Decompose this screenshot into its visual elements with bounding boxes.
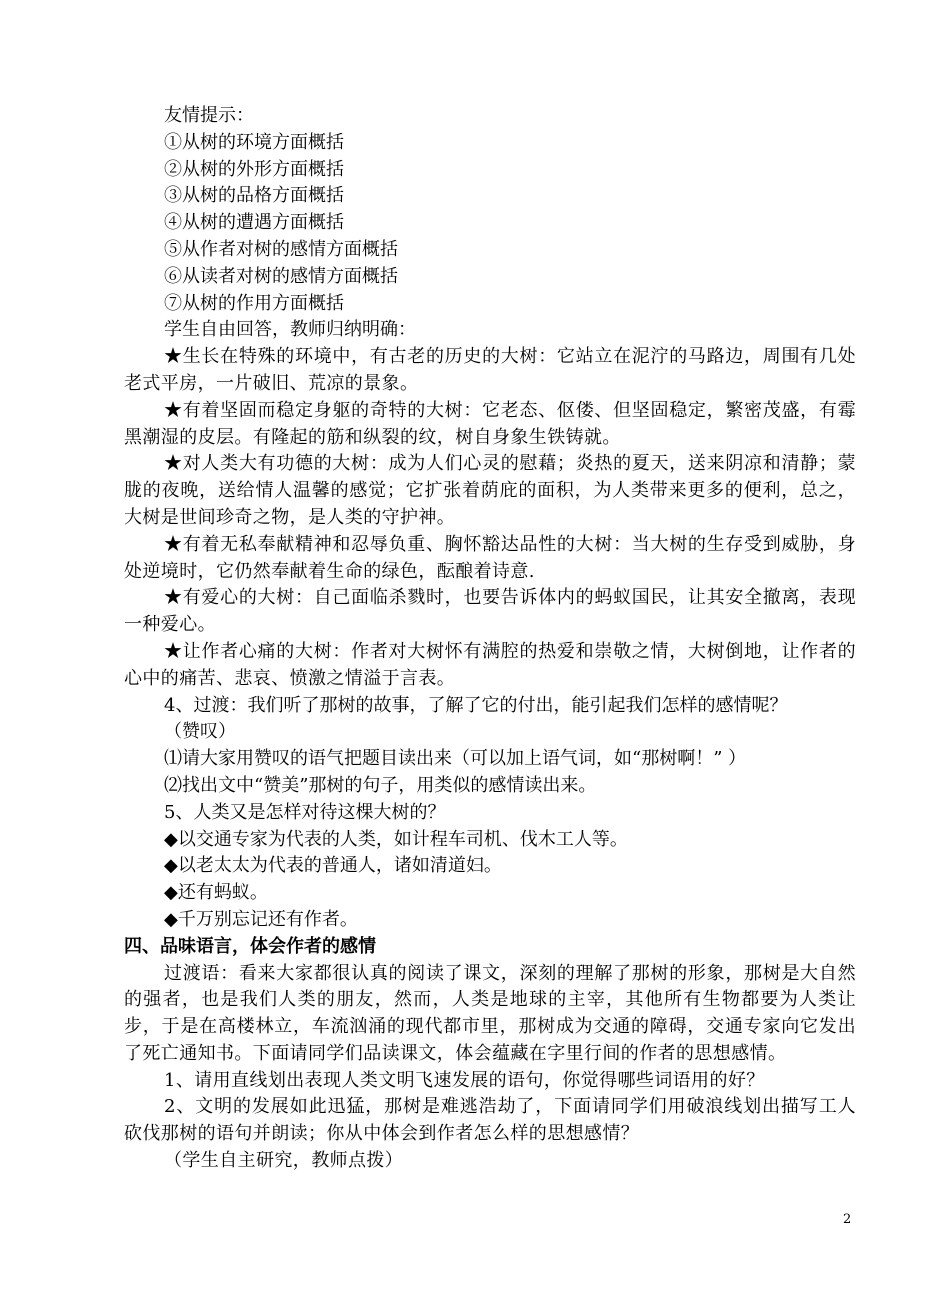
sub-task: ⑴请大家用赞叹的语气把题目读出来（可以加上语气词，如“那树啊！” ） <box>164 748 747 770</box>
task-2: 2、文明的发展如此迅猛，那树是难逃浩劫了，下面请同学们用破浪线划出描写工人砍伐那树的语句并朗读；你从中体会到作者怎么样的思想感情？ <box>124 1096 856 1145</box>
tip-item: ②从树的外形方面概括 <box>164 158 344 180</box>
diamond-item: ◆以老太太为代表的普通人，诸如清道妇。 <box>164 855 502 877</box>
transition-paragraph: 过渡语：看来大家都很认真的阅读了课文，深刻的理解了那树的形象，那树是大自然的强者，也是我们人类的朋友，然而，人类是地球的主宰，其他所有生物都要为人类让步，于是在高楼林立，车流汹涌的现代都市里，那树成为交通的障碍，交通专家向它发出了死亡通知书。下面请同学们品读课文，体会蕴藏在字里行间的作者的思想感情。 <box>124 962 856 1064</box>
document-page <box>124 103 856 1175</box>
star-item: ★有着坚固而稳定身躯的奇特的大树：它老态、伛偻、但坚固稳定，繁密茂盛，有霉黑潮湿的皮层。有隆起的筋和纵裂的纹，树自身象生铁铸就。 <box>124 399 856 448</box>
page-number: 2 <box>843 1212 852 1227</box>
tip-item: ③从树的品格方面概括 <box>164 185 344 207</box>
tips-heading: 友情提示： <box>164 105 254 126</box>
star-item: ★生长在特殊的环境中，有古老的历史的大树：它站立在泥泞的马路边，周围有几处老式平房，一片破旧、荒凉的景象。 <box>124 346 856 394</box>
tip-item: ⑤从作者对树的感情方面概括 <box>164 238 398 260</box>
diamond-item: ◆还有蚂蚁。 <box>164 882 268 904</box>
section-heading: 四、品味语言，体会作者的感情 <box>124 935 376 957</box>
tip-item: ④从树的遭遇方面概括 <box>164 212 344 234</box>
student-note: （学生自主研究，教师点拨） <box>164 1150 404 1172</box>
tip-item: ⑦从树的作用方面概括 <box>164 292 344 314</box>
emotion-label: （赞叹） <box>164 721 236 743</box>
diamond-item: ◆千万别忘记还有作者。 <box>164 908 358 930</box>
step-4-text: 4、过渡：我们听了那树的故事，了解了它的付出，能引起我们怎样的感情呢？ <box>164 694 788 716</box>
star-item: ★对人类大有功德的大树：成为人们心灵的慰藉；炎热的夏天，送来阴凉和清静；蒙胧的夜晚，送给情人温馨的感觉；它扩张着荫庇的面积，为人类带来更多的便利，总之，大树是世间珍奇之物，是人类的守护神。 <box>124 453 856 528</box>
star-item: ★有着无私奉献精神和忍辱负重、胸怀豁达品性的大树：当大树的生存受到威胁，身处逆境时，它仍然奉献着生命的绿色，酝酿着诗意. <box>124 533 856 582</box>
task-1: 1、请用直线划出表现人类文明飞速发展的语句，你觉得哪些词语用的好？ <box>164 1069 765 1091</box>
answer-intro: 学生自由回答，教师归纳明确： <box>164 319 416 341</box>
tip-item: ⑥从读者对树的感情方面概括 <box>164 265 398 287</box>
star-item: ★有爱心的大树：自己面临杀戮时，也要告诉体内的蚂蚁国民，让其安全撤离，表现一种爱心。 <box>124 587 856 636</box>
step-5-text: 5、人类又是怎样对待这棵大树的？ <box>164 801 446 823</box>
sub-task: ⑵找出文中“赞美”那树的句子，用类似的感情读出来。 <box>164 774 597 796</box>
tip-item: ①从树的环境方面概括 <box>164 131 344 153</box>
star-item: ★让作者心痛的大树：作者对大树怀有满腔的热爱和崇敬之情，大树倒地，让作者的心中的痛苦、悲哀、愤激之情溢于言表。 <box>124 640 856 689</box>
diamond-item: ◆以交通专家为代表的人类，如计程车司机、伐木工人等。 <box>164 828 628 850</box>
